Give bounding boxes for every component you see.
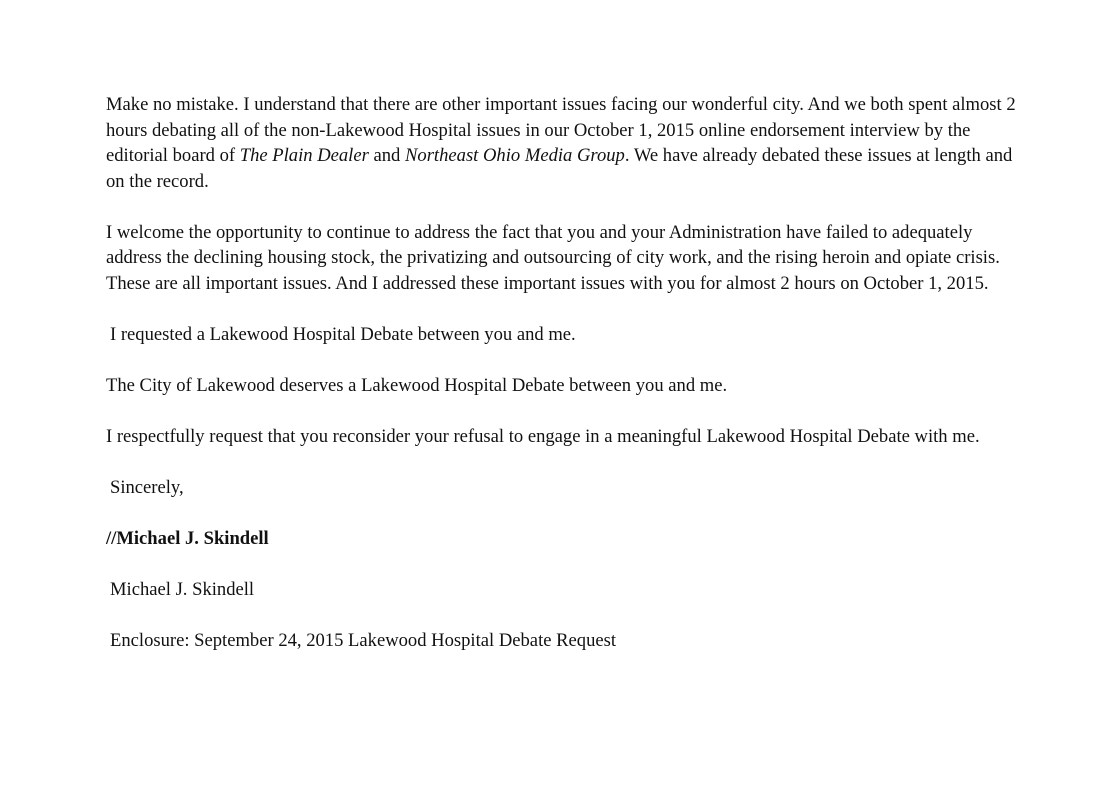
signature-line: //Michael J. Skindell	[106, 527, 269, 549]
enclosure-note: Enclosure: September 24, 2015 Lakewood Hospital Debate Request	[110, 629, 617, 651]
paragraph-respectful-request: I respectfully request that you reconsider your refusal to engage in a meaningful Lakewood Hospital Debate with me.	[106, 425, 980, 447]
paragraph-city-deserves: The City of Lakewood deserves a Lakewood Hospital Debate between you and me.	[106, 374, 728, 396]
closing-sincerely: Sincerely,	[110, 476, 184, 498]
paragraph-welcome: I welcome the opportunity to continue to address the fact that you and your Administration have failed to adequately address the declining housing stock, the privatizing and outsourcing of city work, and the rising heroin and opiate crisis. These are all important issues. And I addressed these important issues with you for almost 2 hours on October 1, 2015.	[106, 221, 1000, 294]
publication-neomg: Northeast Ohio Media Group	[405, 145, 625, 166]
publication-plain-dealer: The Plain Dealer	[239, 145, 369, 166]
paragraph-other-issues-text-b: and	[368, 145, 405, 166]
paragraph-other-issues	[106, 92, 1026, 194]
paragraph-other-issues-text-c: . We have already debated these issues at length and on the record.	[106, 145, 1013, 192]
signer-name: Michael J. Skindell	[110, 578, 255, 600]
paragraph-requested-debate: I requested a Lakewood Hospital Debate between you and me.	[110, 323, 576, 345]
letter-body	[106, 92, 1026, 679]
paragraph-other-issues-text-a: Make no mistake. I understand that there are other important issues facing our wonderful city. And we both spent almost 2 hours debating all of the non-Lakewood Hospital issues in our October 1, 2015 online endorsement interview by the editorial board of	[106, 94, 1016, 166]
